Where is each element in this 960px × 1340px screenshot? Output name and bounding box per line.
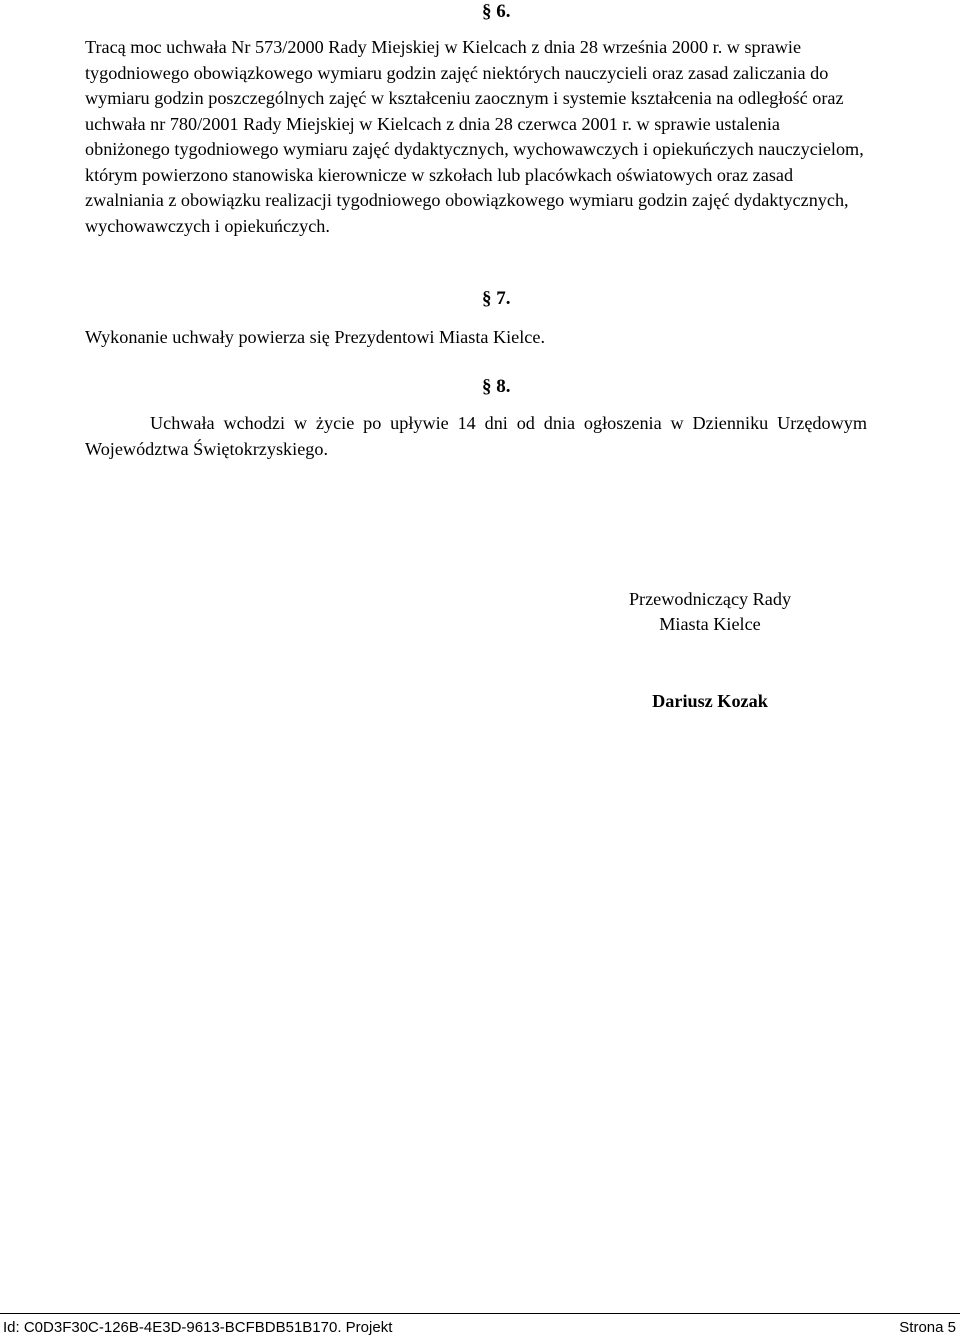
section-6-heading: § 6. [482,1,511,22]
section-7-paragraph: Wykonanie uchwały powierza się Prezydentowi Miasta Kielce. [85,327,545,347]
section-7-heading: § 7. [482,288,511,309]
page-number: Strona 5 [899,1319,956,1336]
signature-city: Miasta Kielce [659,614,761,634]
section-8-heading: § 8. [482,376,511,397]
signature-block [580,587,840,714]
signature-name: Dariusz Kozak [652,691,768,711]
signature-title: Przewodniczący Rady [628,589,792,609]
section-6-paragraph: Tracą moc uchwała Nr 573/2000 Rady Miejskiej w Kielcach z dnia 28 września 2000 r. w sprawie tygodniowego obowiązkowego wymiaru godzin zajęć niektórych nauczycieli oraz zasad zaliczania do wymiaru godzin poszczególnych zajęć w kształceniu zaocznym i systemie kształcenia na odległość oraz uchwała nr 780/2001 Rady Miejskiej w Kielcach z dnia 28 czerwca 2001 r. w sprawie ustalenia obniżonego tygodniowego wymiaru zajęć dydaktycznych, wychowawczych i opiekuńczych nauczycielom, którym powierzono stanowiska kierownicze w szkołach lub placówkach oświatowych oraz zasad zwalniania z obowiązku realizacji tygodniowego obowiązkowego wymiaru godzin zajęć dydaktycznych, wychowawczych i opiekuńczych. [85,37,864,236]
section-8-paragraph: Uchwała wchodzi w życie po upływie 14 dni od dnia ogłoszenia w Dzienniku Urzędowym Województwa Świętokrzyskiego. [85,413,867,459]
page-footer [0,1313,960,1339]
document-id: Id: C0D3F30C-126B-4E3D-9613-BCFBDB51B170. Projekt [3,1319,393,1336]
